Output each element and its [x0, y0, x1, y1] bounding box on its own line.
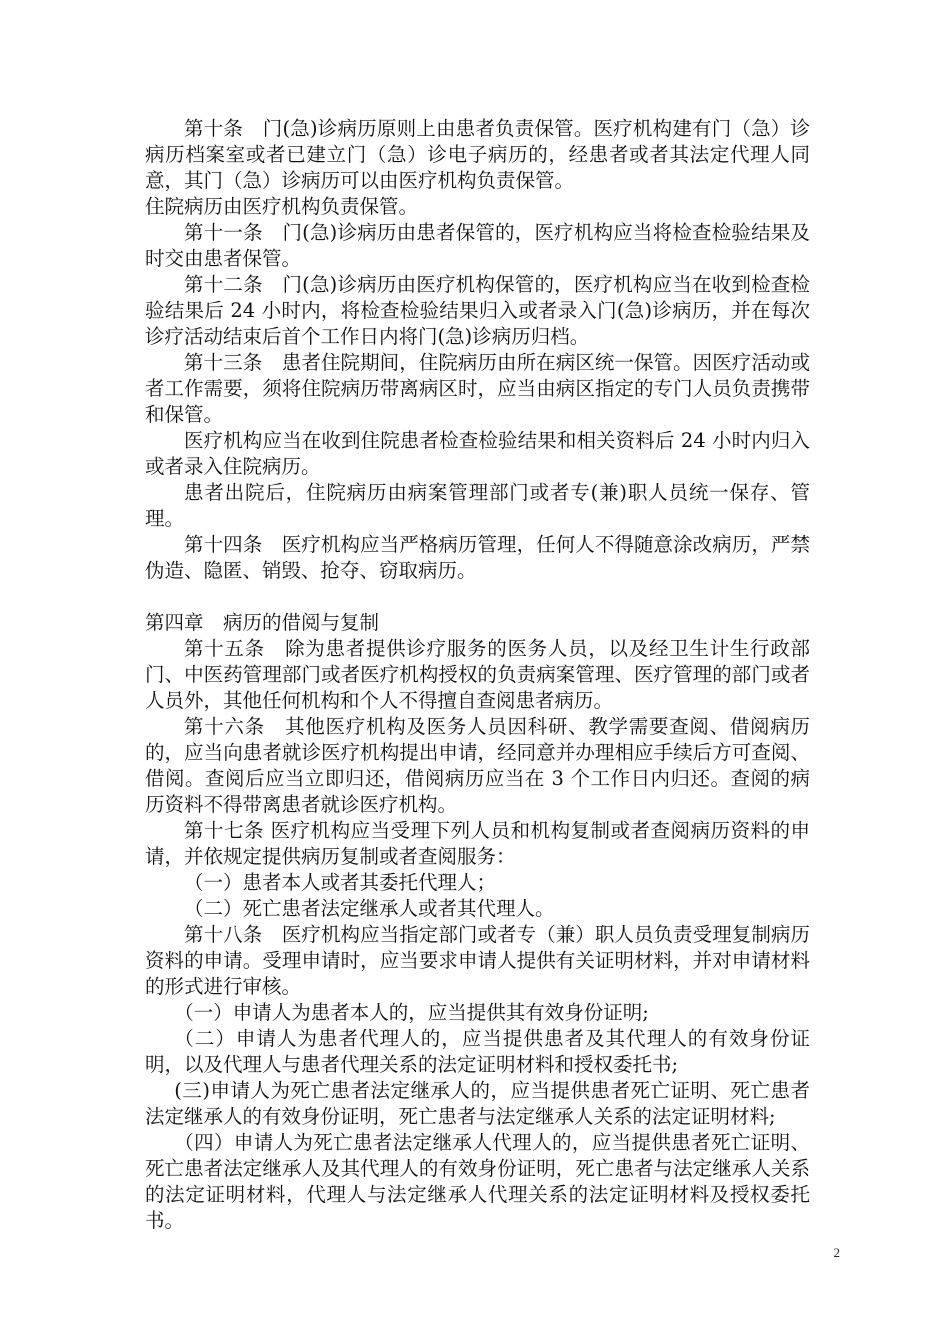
- page-number: 2: [833, 1245, 840, 1260]
- article-10: 第十条 门(急)诊病历原则上由患者负责保管。医疗机构建有门（急）诊病历档案室或者已建立门（急）诊电子病历的，经患者或者其法定代理人同意，其门（急）诊病历可以由医疗机构负责保管。: [145, 117, 810, 192]
- list-item: （二）申请人为患者代理人的，应当提供患者及其代理人的有效身份证明，以及代理人与患者代理关系的法定证明材料和授权委托书;: [145, 1027, 810, 1076]
- chapter-title: 第四章 病历的借阅与复制: [145, 611, 380, 634]
- article-13: 第十三条 患者住院期间，住院病历由所在病区统一保管。因医疗活动或者工作需要，须将住院病历带离病区时，应当由病区指定的专门人员负责携带和保管。: [145, 351, 810, 426]
- list-item: （二）死亡患者法定继承人或者其代理人。: [184, 897, 555, 920]
- article-15: 第十五条 除为患者提供诊疗服务的医务人员，以及经卫生计生行政部门、中医药管理部门或者医疗机构授权的负责病案管理、医疗管理的部门或者人员外，其他任何机构和个人不得擅自查阅患者病历。: [145, 637, 810, 712]
- article-16: 第十六条 其他医疗机构及医务人员因科研、教学需要查阅、借阅病历的，应当向患者就诊医疗机构提出申请，经同意并办理相应手续后方可查阅、借阅。查阅后应当立即归还，借阅病历应当在 3 个工作日内归还。查阅的病历资料不得带离患者就诊医疗机构。: [145, 715, 810, 816]
- paragraph-results-24h: 医疗机构应当在收到住院患者检查检验结果和相关资料后 24 小时内归入或者录入住院病历。: [145, 429, 810, 478]
- paragraph-inpatient-record: 住院病历由医疗机构负责保管。: [145, 195, 419, 218]
- section-gap: [145, 584, 810, 610]
- paragraph-discharge: 患者出院后，住院病历由病案管理部门或者专(兼)职人员统一保存、管理。: [145, 481, 810, 530]
- article-14: 第十四条 医疗机构应当严格病历管理，任何人不得随意涂改病历，严禁伪造、隐匿、销毁、抢夺、窃取病历。: [145, 533, 810, 582]
- article-17: 第十七条 医疗机构应当受理下列人员和机构复制或者查阅病历资料的申请，并依规定提供病历复制或者查阅服务：: [145, 819, 810, 868]
- list-item: （一）申请人为患者本人的，应当提供其有效身份证明;: [174, 1001, 649, 1024]
- article-18: 第十八条 医疗机构应当指定部门或者专（兼）职人员负责受理复制病历资料的申请。受理申请时，应当要求申请人提供有关证明材料，并对申请材料的形式进行审核。: [145, 923, 810, 998]
- document-body: [145, 116, 810, 1234]
- article-11: 第十一条 门(急)诊病历由患者保管的，医疗机构应当将检查检验结果及时交由患者保管。: [145, 221, 810, 270]
- list-item: (三)申请人为死亡患者法定继承人的，应当提供患者死亡证明、死亡患者法定继承人的有效身份证明，死亡患者与法定继承人关系的法定证明材料;: [145, 1079, 810, 1128]
- article-12: 第十二条 门(急)诊病历由医疗机构保管的，医疗机构应当在收到检查检验结果后 24 小时内，将检查检验结果归入或者录入门(急)诊病历，并在每次诊疗活动结束后首个工作日内将门(急)诊病历归档。: [145, 273, 810, 348]
- list-item: （四）申请人为死亡患者法定继承人代理人的，应当提供患者死亡证明、死亡患者法定继承人及其代理人的有效身份证明，死亡患者与法定继承人关系的法定证明材料，代理人与法定继承人代理关系的法定证明材料及授权委托书。: [145, 1131, 810, 1232]
- list-item: （一）患者本人或者其委托代理人；: [184, 871, 497, 894]
